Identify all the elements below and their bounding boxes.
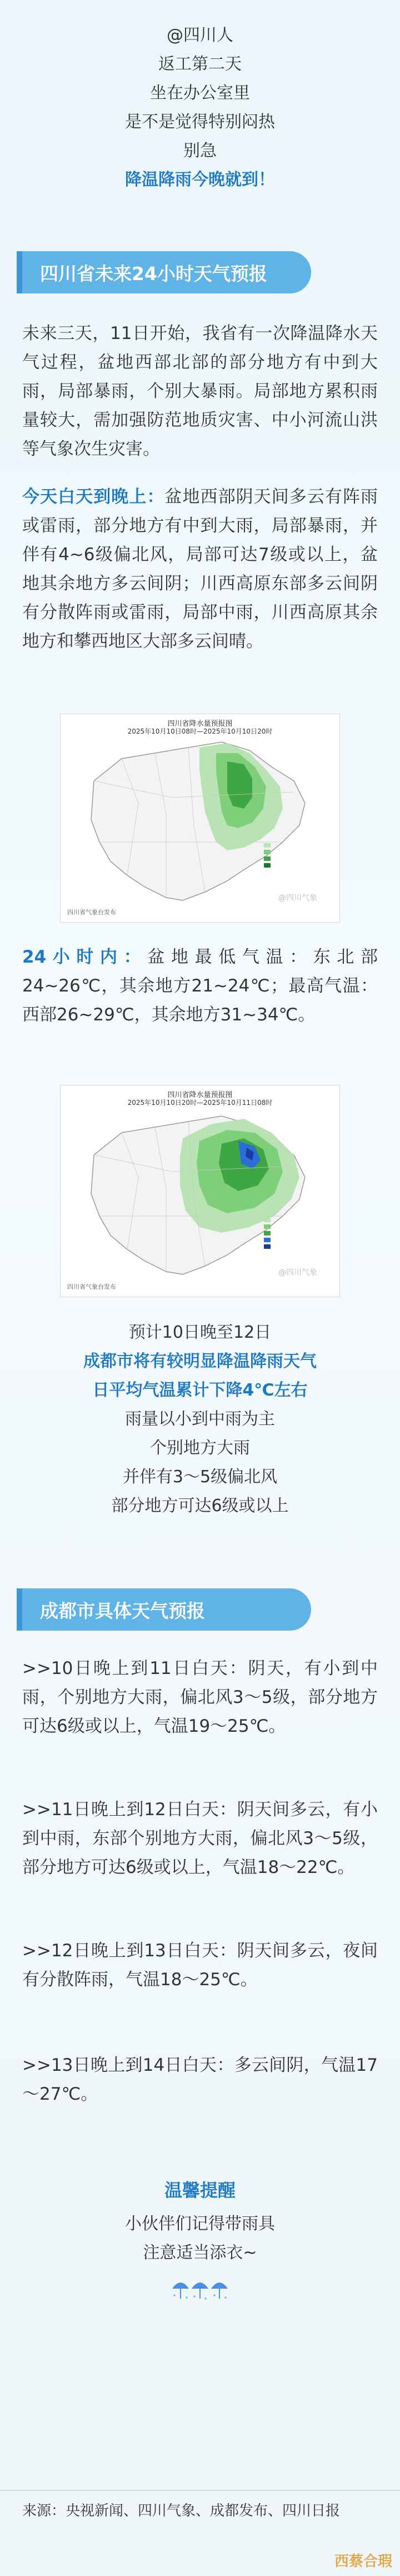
summary-line: 部分地方可达6级或以上 <box>111 1496 289 1516</box>
summary-highlight: 日平均气温累计下降4℃左右 <box>92 1381 308 1400</box>
precip-map-2 <box>60 1085 340 1297</box>
map-footer: 四川省气象台发布 <box>67 909 116 916</box>
daytime-body: 盆地西部阴天间多云有阵雨或雷雨，部分地方有中到大雨，局部暴雨，并伴有4~6级偏北风，局部可达7级或以上，盆地其余地方多云间阴；川西高原东部多云间阴有分散阵雨或雷雨，局部中雨，川西高原其余地方和攀西地区大部多云间晴。 <box>22 487 378 651</box>
summary-line: 雨量以小到中雨为主 <box>125 1409 275 1429</box>
tips-block <box>0 2176 400 2268</box>
temperature-body: 盆地最低气温：东北部24~26℃，其余地方21~24℃；最高气温：西部26~29℃，其余地方31~34℃。 <box>22 947 378 1025</box>
umbrella-icon <box>167 2272 233 2305</box>
intro-line: @四川人 <box>167 26 233 45</box>
tips-line: 注意适当添衣~ <box>143 2243 257 2263</box>
chengdu-summary <box>0 1318 400 1521</box>
intro-block <box>0 0 400 195</box>
daytime-forecast <box>22 482 378 656</box>
temperature-lead: 24小时内： <box>22 947 148 967</box>
tips-line: 小伙伴们记得带雨具 <box>125 2214 275 2234</box>
source-footer: 来源：央视新闻、四川气象、成都发布、四川日报 <box>0 2490 400 2524</box>
map-subtitle: 2025年10月10日20时—2025年10月11日08时 <box>127 1099 273 1107</box>
summary-line: 预计10日晚至12日 <box>128 1323 272 1342</box>
sichuan-map-graphic <box>61 1085 340 1297</box>
summary-highlight: 成都市将有较明显降温降雨天气 <box>83 1352 317 1371</box>
intro-line: 坐在办公室里 <box>150 83 250 103</box>
summary-line: 个别地方大雨 <box>150 1438 250 1458</box>
section-header-sichuan <box>22 251 311 293</box>
forecast-paragraph: 未来三天，11日开始，我省有一次降温降水天气过程，盆地西部北部的部分地方有中到大雨，局部暴雨，个别大暴雨。局部地方累积雨量较大，需加强防范地质灾害、中小河流山洪等气象次生灾害。 <box>22 323 378 459</box>
precip-map-1 <box>60 714 340 923</box>
tips-title: 温馨提醒 <box>164 2180 236 2201</box>
sichuan-map-graphic <box>61 714 340 923</box>
map-watermark: @四川气象 <box>278 894 317 903</box>
section-header-chengdu <box>22 1588 311 1631</box>
daily-forecast-item: >>10日晚上到11日白天：阴天，有小到中雨，个别地方大雨，偏北风3～5级，部分地方可达6级或以上，气温19～25℃。 <box>22 1658 378 1736</box>
map-footer: 四川省气象台发布 <box>67 1283 116 1291</box>
temperature-forecast <box>22 943 378 1029</box>
map-title: 四川省降水量预报图 <box>167 1091 233 1099</box>
brand-watermark: 西蔡合瑕 <box>334 2553 392 2570</box>
daytime-lead: 今天白天到晚上： <box>22 487 165 507</box>
daily-forecast-item: >>13日晚上到14日白天：多云间阴，气温17～27℃。 <box>22 2055 378 2104</box>
section-title: 成都市具体天气预报 <box>40 1600 205 1622</box>
daily-forecast-item: >>12日晚上到13日白天：阴天间多云，夜间有分散阵雨，气温18～25℃。 <box>22 1941 378 1990</box>
section-title: 四川省未来24小时天气预报 <box>40 262 267 285</box>
intro-line: 是不是觉得特别闷热 <box>125 112 275 132</box>
intro-line: 别急 <box>183 141 217 161</box>
daily-forecast-item: >>11日晚上到12日白天：阴天间多云，有小到中雨，东部个别地方大雨，偏北风3～5级，部分地方可达6级或以上，气温18～22℃。 <box>22 1800 378 1877</box>
umbrella-row <box>0 2272 400 2308</box>
map-subtitle: 2025年10月10日08时—2025年10月10日20时 <box>127 728 273 735</box>
intro-highlight: 降温降雨今晚就到！ <box>125 170 275 190</box>
intro-line: 返工第二天 <box>158 54 242 74</box>
map-watermark: @四川气象 <box>278 1268 317 1277</box>
map-title: 四川省降水量预报图 <box>167 720 233 728</box>
summary-line: 并伴有3～5级偏北风 <box>122 1467 278 1487</box>
